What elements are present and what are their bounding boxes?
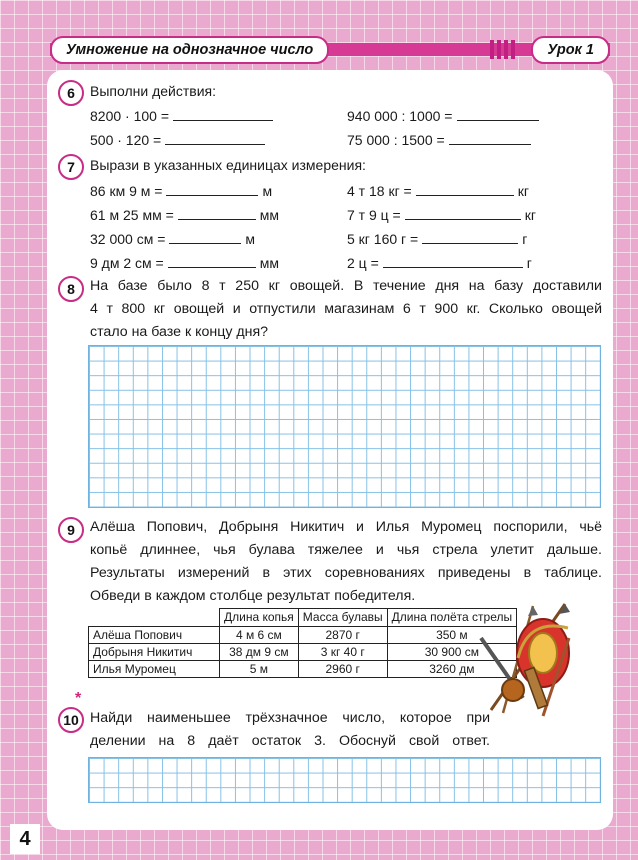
text-line: Результаты измерений в этих соревнованиях приведены в таблице.: [90, 565, 602, 581]
answer-blank[interactable]: [166, 183, 258, 196]
task-number-9: 9: [58, 517, 84, 543]
task6-item: 940 000 : 1000 =: [347, 108, 543, 124]
text-line: Найди наименьшее трёхзначное число, которое при: [90, 710, 490, 726]
task7-item: 2 ц = г: [347, 255, 532, 271]
results-table: [88, 608, 517, 678]
answer-blank[interactable]: [416, 183, 514, 196]
hero-name: Алёша Попович: [89, 627, 220, 644]
task6-prompt: Выполни действия:: [90, 83, 216, 99]
col-header-spear: Длина копья: [220, 609, 299, 627]
task-number-7: 7: [58, 154, 84, 180]
task7-item: 86 км 9 м = м: [90, 183, 273, 199]
col-header-arrow: Длина полёта стрелы: [387, 609, 517, 627]
difficulty-star: *: [75, 690, 82, 707]
task10-text: [90, 707, 490, 753]
task6-item: 75 000 : 1500 =: [347, 132, 535, 148]
answer-blank[interactable]: [178, 207, 256, 220]
header-bar: [50, 36, 610, 62]
text-line: 4 т 800 кг овощей и отпустили магазинам 6 т 900 кг. Сколько овощей: [90, 301, 602, 317]
table-row: [89, 661, 517, 678]
mace-value[interactable]: 2960 г: [298, 661, 387, 678]
weapons-illustration: [473, 598, 583, 718]
answer-blank[interactable]: [168, 255, 256, 268]
task-number-10: 10: [58, 707, 84, 733]
text-line: копьё длиннее, чья булава тяжелее и чья стрела улетит дальше.: [90, 542, 602, 558]
arrow-value[interactable]: 30 900 см: [387, 644, 517, 661]
task7-item: 9 дм 2 см = мм: [90, 255, 279, 271]
hero-name: Илья Муромец: [89, 661, 220, 678]
answer-blank[interactable]: [169, 231, 241, 244]
worksheet-card: [47, 70, 613, 830]
text-line: Обведи в каждом столбце результат победителя.: [90, 588, 416, 604]
answer-blank[interactable]: [449, 132, 531, 145]
task8-text: [90, 275, 602, 344]
answer-blank[interactable]: [165, 132, 265, 145]
spear-value[interactable]: 38 дм 9 см: [220, 644, 299, 661]
answer-grid[interactable]: [88, 345, 601, 508]
mace-value[interactable]: 2870 г: [298, 627, 387, 644]
spear-value[interactable]: 4 м 6 см: [220, 627, 299, 644]
lesson-label: Урок 1: [531, 36, 610, 64]
answer-blank[interactable]: [383, 255, 523, 268]
answer-blank[interactable]: [405, 207, 521, 220]
task9-text: [90, 516, 602, 608]
answer-blank[interactable]: [173, 108, 273, 121]
task7-item: 32 000 см = м: [90, 231, 256, 247]
table-row: [89, 644, 517, 661]
table-row: [89, 627, 517, 644]
text-line: делении на 8 даёт остаток 3. Обоснуй свой ответ.: [90, 733, 490, 749]
task7-item: 61 м 25 мм = мм: [90, 207, 280, 223]
text-line: На базе было 8 т 250 кг овощей. В течение дня на базу доставили: [90, 278, 602, 294]
mace-value[interactable]: 3 кг 40 г: [298, 644, 387, 661]
spear-value[interactable]: 5 м: [220, 661, 299, 678]
task7-item: 5 кг 160 г = г: [347, 231, 528, 247]
task-number-8: 8: [58, 276, 84, 302]
table-header-row: [89, 609, 517, 627]
hero-name: Добрыня Никитич: [89, 644, 220, 661]
col-header-mace: Масса булавы: [298, 609, 387, 627]
task6-item: 500 · 120 =: [90, 132, 269, 148]
task7-item: 4 т 18 кг = кг: [347, 183, 529, 199]
page-number: 4: [10, 824, 40, 854]
table-corner: [89, 609, 220, 627]
answer-blank[interactable]: [457, 108, 539, 121]
task6-item: 8200 · 100 =: [90, 108, 277, 124]
text-line: Алёша Попович, Добрыня Никитич и Илья Муромец поспорили, чьё: [90, 519, 602, 535]
task7-item: 7 т 9 ц = кг: [347, 207, 536, 223]
header-ticks: [490, 40, 515, 59]
arrow-value[interactable]: 3260 дм: [387, 661, 517, 678]
arrow-value[interactable]: 350 м: [387, 627, 517, 644]
task7-prompt: Вырази в указанных единицах измерения:: [90, 157, 366, 173]
task-number-6: 6: [58, 80, 84, 106]
chapter-title: Умножение на однозначное число: [50, 36, 329, 64]
text-line: стало на базе к концу дня?: [90, 324, 269, 340]
answer-blank[interactable]: [422, 231, 518, 244]
answer-grid[interactable]: [88, 757, 601, 803]
